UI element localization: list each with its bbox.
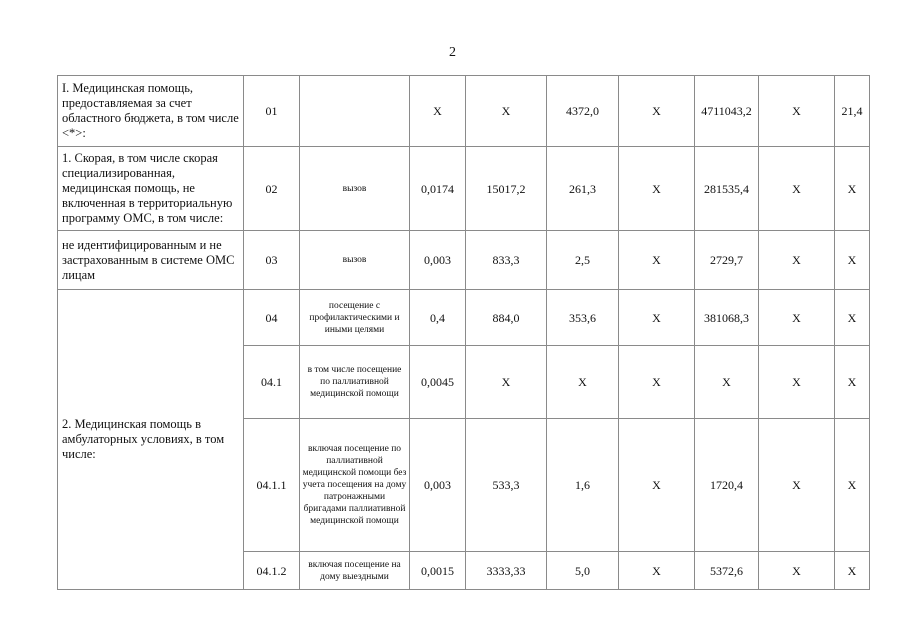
cell-value: 884,0 xyxy=(466,290,547,346)
cell-value: 533,3 xyxy=(466,419,547,552)
cell-value: X xyxy=(835,552,870,590)
cell-value: X xyxy=(695,346,759,419)
cell-value: 0,0015 xyxy=(410,552,466,590)
cell-value: X xyxy=(619,76,695,147)
row-code: 01 xyxy=(244,76,300,147)
page-number: 2 xyxy=(449,45,456,60)
cell-value: X xyxy=(619,346,695,419)
cell-value: X xyxy=(759,231,835,290)
cell-value: 381068,3 xyxy=(695,290,759,346)
cell-value: 5,0 xyxy=(547,552,619,590)
cell-value: 15017,2 xyxy=(466,147,547,231)
cell-value: X xyxy=(759,147,835,231)
row-name: I. Медицинская помощь, предоставляемая за счет областного бюджета, в том числе <*>: xyxy=(58,76,244,147)
cell-value: 0,003 xyxy=(410,231,466,290)
cell-value: X xyxy=(619,419,695,552)
cell-value: X xyxy=(547,346,619,419)
row-code: 04.1 xyxy=(244,346,300,419)
row-code: 04.1.1 xyxy=(244,419,300,552)
cell-value: 261,3 xyxy=(547,147,619,231)
row-name: не идентифицированным и не застрахованным в системе ОМС лицам xyxy=(58,231,244,290)
row-code: 03 xyxy=(244,231,300,290)
cell-value: 281535,4 xyxy=(695,147,759,231)
cell-value: X xyxy=(759,346,835,419)
cell-value: X xyxy=(835,147,870,231)
cell-value: 0,0174 xyxy=(410,147,466,231)
cell-value: X xyxy=(835,290,870,346)
cell-value: 0,4 xyxy=(410,290,466,346)
cell-value: 1720,4 xyxy=(695,419,759,552)
cell-value: X xyxy=(835,231,870,290)
row-unit: в том числе посещение по паллиативной медицинской помощи xyxy=(300,346,410,419)
row-code: 04 xyxy=(244,290,300,346)
row-unit: включая посещение по паллиативной медицинской помощи без учета посещения на дому патронажными бригадами паллиативной медицинской помощи xyxy=(300,419,410,552)
cell-value: X xyxy=(619,290,695,346)
cell-value: X xyxy=(835,419,870,552)
row-unit: вызов xyxy=(300,231,410,290)
cell-value: X xyxy=(619,552,695,590)
cell-value: 4711043,2 xyxy=(695,76,759,147)
financing-table xyxy=(57,75,870,590)
cell-value: 353,6 xyxy=(547,290,619,346)
row-unit: включая посещение на дому выездными xyxy=(300,552,410,590)
table-row xyxy=(58,76,870,147)
cell-value: X xyxy=(466,76,547,147)
row-unit: посещение с профилактическими и иными целями xyxy=(300,290,410,346)
cell-value: X xyxy=(410,76,466,147)
cell-value: 0,0045 xyxy=(410,346,466,419)
cell-value: X xyxy=(619,147,695,231)
cell-value: 21,4 xyxy=(835,76,870,147)
cell-value: 1,6 xyxy=(547,419,619,552)
table-row xyxy=(58,231,870,290)
row-name: 1. Скорая, в том числе скорая специализированная, медицинская помощь, не включенная в территориальную программу ОМС, в том числе: xyxy=(58,147,244,231)
row-unit: вызов xyxy=(300,147,410,231)
cell-value: X xyxy=(759,76,835,147)
cell-value: X xyxy=(759,290,835,346)
row-code: 04.1.2 xyxy=(244,552,300,590)
row-name: 2. Медицинская помощь в амбулаторных условиях, в том числе: xyxy=(58,290,244,590)
row-code: 02 xyxy=(244,147,300,231)
table-row xyxy=(58,290,870,346)
cell-value: X xyxy=(759,419,835,552)
cell-value: X xyxy=(619,231,695,290)
cell-value: 3333,33 xyxy=(466,552,547,590)
cell-value: X xyxy=(466,346,547,419)
cell-value: 2,5 xyxy=(547,231,619,290)
cell-value: 4372,0 xyxy=(547,76,619,147)
table-row xyxy=(58,147,870,231)
cell-value: 833,3 xyxy=(466,231,547,290)
cell-value: 0,003 xyxy=(410,419,466,552)
cell-value: 5372,6 xyxy=(695,552,759,590)
cell-value: X xyxy=(835,346,870,419)
cell-value: 2729,7 xyxy=(695,231,759,290)
row-unit xyxy=(300,76,410,147)
cell-value: X xyxy=(759,552,835,590)
